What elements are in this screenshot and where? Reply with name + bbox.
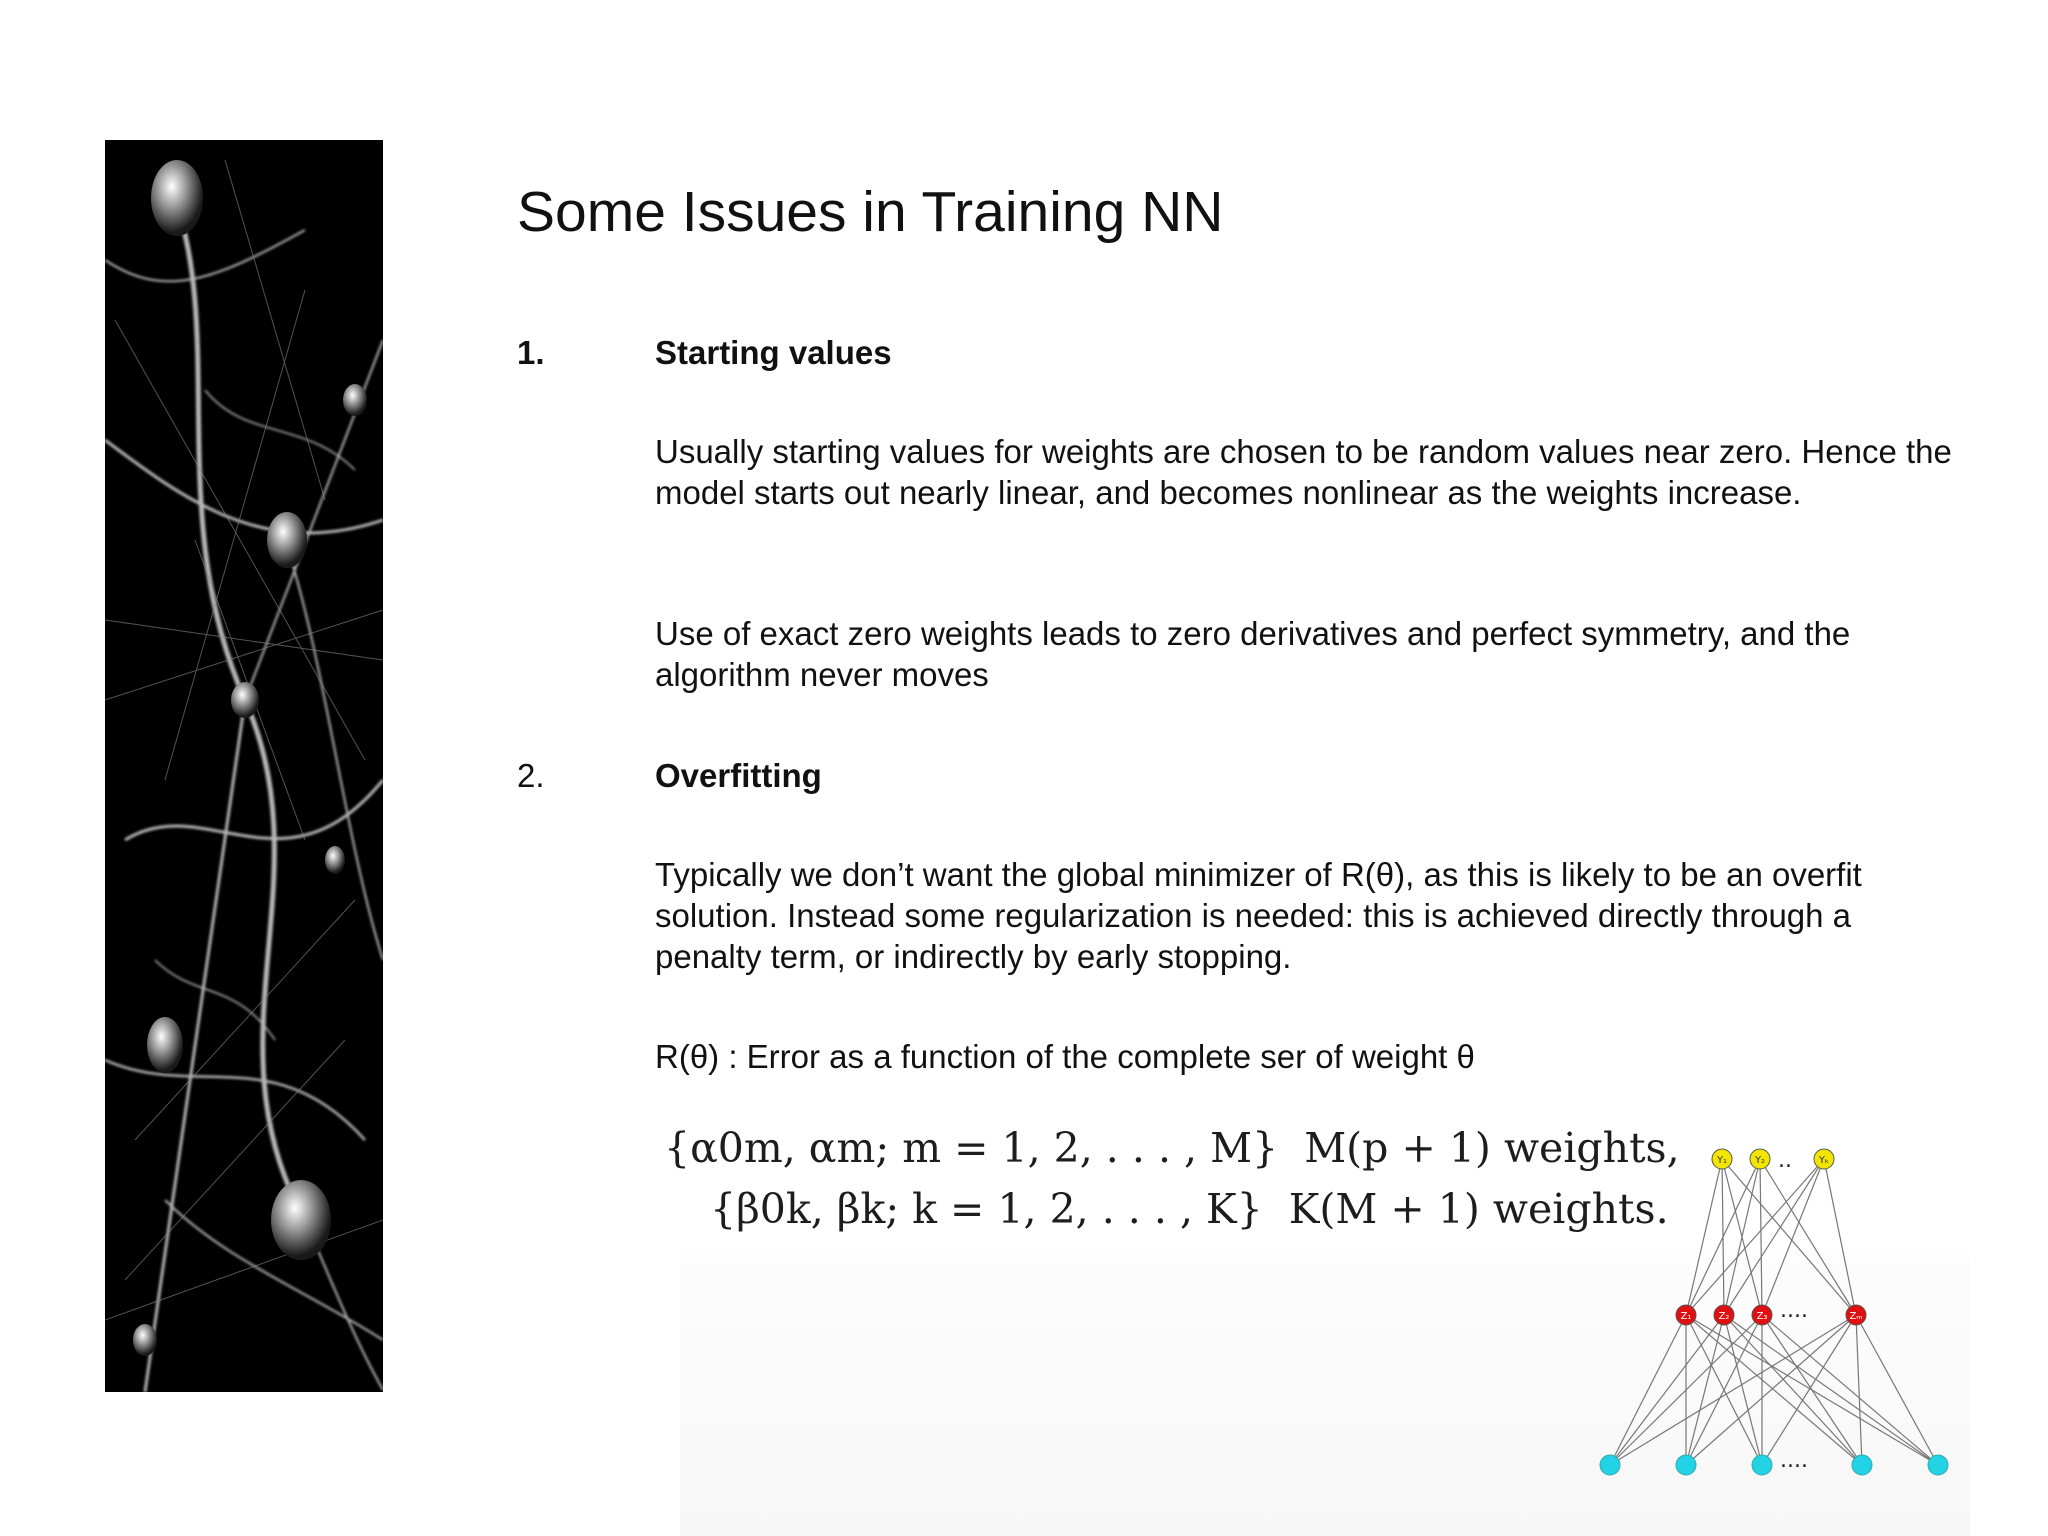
hidden-ellipsis: .... bbox=[1780, 1298, 1808, 1323]
network-edge bbox=[1686, 1315, 1724, 1465]
network-edge bbox=[1686, 1159, 1722, 1315]
hidden-node-label: Z₂ bbox=[1718, 1311, 1730, 1322]
hidden-node-label: Z₃ bbox=[1756, 1311, 1768, 1322]
network-edge bbox=[1762, 1315, 1938, 1465]
hidden-node-label: Z₁ bbox=[1680, 1311, 1692, 1322]
input-node bbox=[1852, 1455, 1872, 1475]
output-node-label: Y₁ bbox=[1716, 1155, 1728, 1166]
network-edge bbox=[1760, 1159, 1762, 1315]
section-number: 1. bbox=[517, 334, 545, 371]
neural-network-diagram bbox=[1580, 1135, 1970, 1480]
network-edge bbox=[1824, 1159, 1856, 1315]
input-node bbox=[1600, 1455, 1620, 1475]
network-edge bbox=[1856, 1315, 1938, 1465]
input-node bbox=[1676, 1455, 1696, 1475]
section-heading: Overfitting bbox=[655, 757, 822, 794]
network-edge bbox=[1762, 1315, 1862, 1465]
slide-title: Some Issues in Training NN bbox=[517, 180, 1224, 244]
output-node-label: Y₂ bbox=[1754, 1155, 1766, 1166]
section-heading: Starting values bbox=[655, 334, 892, 371]
network-edge bbox=[1762, 1159, 1824, 1315]
hidden-node-label: Zₘ bbox=[1849, 1311, 1863, 1322]
network-edge bbox=[1610, 1315, 1856, 1465]
network-edge bbox=[1686, 1159, 1760, 1315]
input-ellipsis: .... bbox=[1780, 1448, 1808, 1473]
neuron-illustration bbox=[105, 140, 383, 1392]
network-graph bbox=[1580, 1135, 1970, 1480]
paragraph: Usually starting values for weights are chosen to be random values near zero. Hence the model starts out nearly linear, and becomes nonlinear as the weights increase. bbox=[655, 433, 1952, 511]
output-node-label: Yₖ bbox=[1818, 1155, 1830, 1166]
formula-beta-weights: {β0k, βk; k = 1, 2, . . . , K} K(M + 1) weights. bbox=[710, 1185, 1669, 1233]
neuron-network-image bbox=[105, 140, 383, 1392]
paragraph: Use of exact zero weights leads to zero derivatives and perfect symmetry, and the algorithm never moves bbox=[655, 615, 1851, 693]
network-edge bbox=[1856, 1315, 1862, 1465]
formula-alpha-weights: {α0m, αm; m = 1, 2, . . . , M} M(p + 1) weights, bbox=[664, 1124, 1680, 1172]
input-node bbox=[1752, 1455, 1772, 1475]
section-number: 2. bbox=[517, 757, 545, 794]
output-ellipsis: .. bbox=[1778, 1148, 1792, 1173]
paragraph: Typically we don’t want the global minimizer of R(θ), as this is likely to be an overfit solution. Instead some regularization is needed: this is achieved directly through a penalty term, or indirectly by early stopping. bbox=[655, 856, 1862, 975]
paragraph: R(θ) : Error as a function of the complete ser of weight θ bbox=[655, 1038, 1475, 1075]
network-edge bbox=[1610, 1315, 1724, 1465]
input-node bbox=[1928, 1455, 1948, 1475]
